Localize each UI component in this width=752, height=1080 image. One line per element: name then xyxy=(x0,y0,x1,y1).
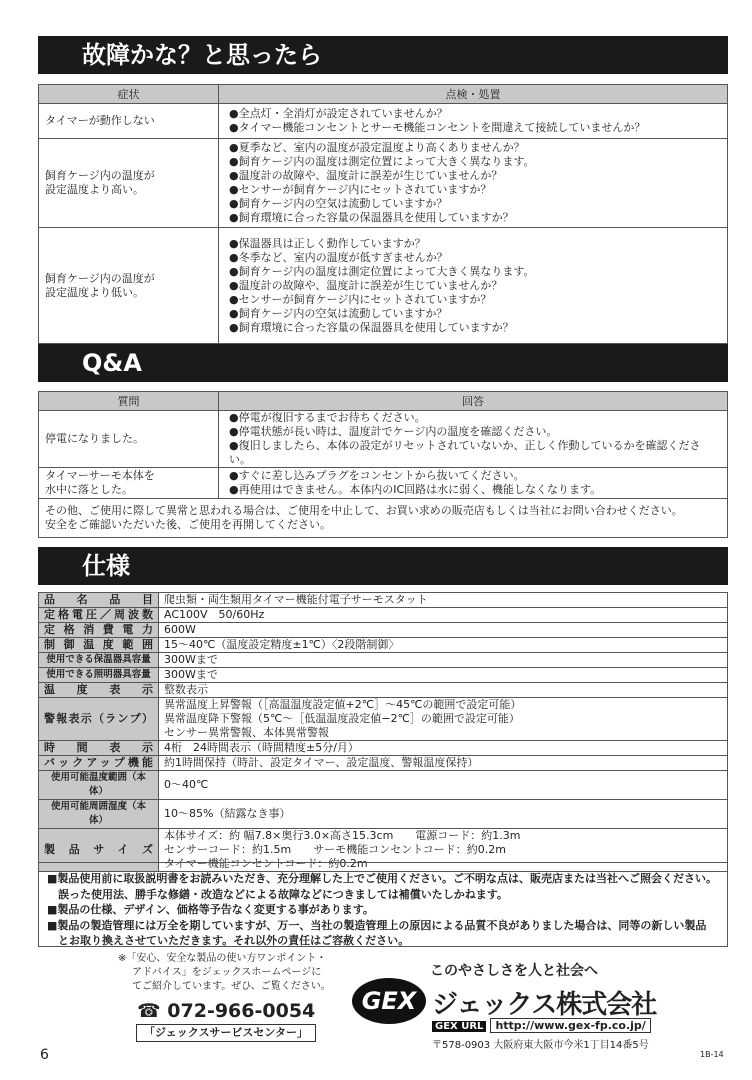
cell-line: 600W xyxy=(164,623,196,636)
home-page-note xyxy=(118,952,331,994)
website-link[interactable]: http://www.gex-fp.co.jp/ xyxy=(490,1018,650,1033)
footer-line: その他、ご使用に際して異常と思われる場合は、ご使用を中止して、お買い求めの販売店もしくは当社にお問い合わせください。 xyxy=(45,504,683,517)
qa-row xyxy=(39,468,728,499)
spec-row xyxy=(39,683,728,698)
qa-footer-note xyxy=(39,499,728,538)
spec-table-wrap xyxy=(38,592,728,872)
spec-key: 制御温度範囲 xyxy=(39,638,159,653)
cell-line: 水中に落とした。 xyxy=(45,483,133,496)
cell-line: 300Wまで xyxy=(164,653,218,666)
cell-line: ●夏季など、室内の温度が設定温度より高くありませんか？ xyxy=(229,141,525,154)
qa-col-question: 質問 xyxy=(39,392,219,411)
note-line: アドバイス」をジェックスホームページに xyxy=(132,967,322,978)
cell-line: 本体サイズ：約 幅7.8×奥行3.0×高さ15.3cm 電源コード：約1.3m xyxy=(164,829,521,842)
spec-table xyxy=(38,592,728,872)
tagline: このやさしさを人と社会へ xyxy=(430,963,598,979)
cell-line: センサー異常警報、本体異常警報 xyxy=(164,726,329,739)
document-code: 1B-14 xyxy=(700,1050,724,1059)
spec-value xyxy=(159,668,728,683)
cell-line: 整数表示 xyxy=(164,683,208,696)
notice-line: ■製品の仕様、デザイン、価格等予告なく変更する事があります。 xyxy=(47,903,374,916)
cell-line: ●センサーが飼育ケージ内にセットされていますか？ xyxy=(229,292,492,306)
spec-key: 定格電圧／周波数 xyxy=(39,608,159,623)
cell-line: ●復旧しましたら、本体の設定がリセットされていないか、正しく作動しているかを確認ください。 xyxy=(229,439,701,466)
service-center-label: 「ジェックスサービスセンター」 xyxy=(136,1024,316,1042)
cell-line: ●センサーが飼育ケージ内にセットされていますか？ xyxy=(229,183,492,196)
spec-key: 使用可能温度範囲（本体） xyxy=(39,771,159,800)
question-cell xyxy=(39,468,219,499)
cell-line: ●飼育ケージ内の温度は測定位置によって大きく異なります。 xyxy=(229,264,535,278)
cell-line: ●飼育環境に合った容量の保温器具を使用していますか？ xyxy=(229,211,514,224)
spec-section-title: 仕様 xyxy=(38,547,728,585)
symptom-cell xyxy=(39,104,219,139)
cell-line: ●停電状態が長い時は、温度計でケージ内の温度を確認ください。 xyxy=(229,425,558,438)
trouble-table xyxy=(38,84,728,344)
cell-line: 停電になりました。 xyxy=(45,432,144,445)
notice-line: とお取り換えさせていただきます。それ以外の責任はご容赦ください。 xyxy=(47,934,410,947)
spec-value xyxy=(159,608,728,623)
symptom-cell xyxy=(39,139,219,228)
cell-line: センサーコード：約1.5m サーモ機能コンセントコード：約0.2m xyxy=(164,843,506,856)
cell-line: ●飼育環境に合った容量の保温器具を使用していますか？ xyxy=(229,320,514,334)
qa-table-wrap xyxy=(38,391,728,538)
spec-row xyxy=(39,593,728,608)
cell-line: 0〜40℃ xyxy=(164,778,209,791)
spec-row xyxy=(39,653,728,668)
question-cell xyxy=(39,411,219,468)
cell-line: ●全点灯・全消灯が設定されていませんか？ xyxy=(229,107,448,120)
cell-line: ●温度計の故障や、温度計に誤差が生じていませんか？ xyxy=(229,278,503,292)
trouble-section-title: 故障かな？と思ったら xyxy=(38,36,728,74)
spec-row xyxy=(39,698,728,741)
qa-table xyxy=(38,391,728,538)
spec-row xyxy=(39,756,728,771)
spec-row xyxy=(39,623,728,638)
qa-row xyxy=(39,411,728,468)
trouble-col-check: 点検・処置 xyxy=(219,85,728,104)
notice-line: 誤った使用法、勝手な修繕・改造などによる故障などにつきましては補償いたしかねます。 xyxy=(47,887,508,901)
page-number: 6 xyxy=(40,1047,49,1063)
trouble-table-wrap xyxy=(38,84,728,344)
spec-key: 使用可能周囲湿度（本体） xyxy=(39,800,159,829)
spec-key: 時間表示 xyxy=(39,741,159,756)
cell-line: ●停電が復旧するまでお待ちください。 xyxy=(229,411,426,424)
spec-value xyxy=(159,683,728,698)
cell-line: ●すぐに差し込みプラグをコンセントから抜いてください。 xyxy=(229,469,525,482)
trouble-row xyxy=(39,104,728,139)
spec-value xyxy=(159,756,728,771)
notice-line: ■製品の製造管理には万全を期していますが、万一、当社の製造管理上の原因による品質不良がありました場合は、同等の新しい製品 xyxy=(47,918,707,932)
cell-line: 10〜85%（結露なき事） xyxy=(164,807,291,820)
cell-line: 4桁 24時間表示（時間精度±5分/月） xyxy=(164,741,359,754)
cell-line: ●保温器具は正しく動作していますか？ xyxy=(229,236,426,250)
spec-value xyxy=(159,741,728,756)
answer-cell xyxy=(219,411,728,468)
spec-value xyxy=(159,698,728,741)
spec-key: バックアップ機能 xyxy=(39,756,159,771)
qa-col-answer: 回答 xyxy=(219,392,728,411)
spec-value xyxy=(159,638,728,653)
cell-line: タイマー機能コンセントコード：約0.2m xyxy=(164,857,368,870)
cell-line: 300Wまで xyxy=(164,668,218,681)
cell-line: ●冬季など、室内の温度が低すぎませんか？ xyxy=(229,250,448,264)
address: 〒578-0903 大阪府東大阪市今米1丁目14番5号 xyxy=(432,1040,649,1051)
cell-line: 異常温度降下警報（5℃〜［低温温度設定値−2℃］の範囲で設定可能） xyxy=(164,712,520,725)
cell-line: ●飼育ケージ内の空気は流動していますか？ xyxy=(229,197,448,210)
cell-line: ●飼育ケージ内の空気は流動していますか？ xyxy=(229,306,448,320)
phone-number[interactable]: ☎ 072-966-0054 xyxy=(137,1000,316,1022)
spec-value xyxy=(159,593,728,608)
check-cell xyxy=(219,228,728,344)
answer-cell xyxy=(219,468,728,499)
url-line xyxy=(432,1018,651,1033)
cell-line: 飼育ケージ内の温度が xyxy=(45,169,155,182)
spec-key: 使用できる保温器具容量 xyxy=(39,653,159,668)
trouble-row xyxy=(39,139,728,228)
cell-line: 異常温度上昇警報（［高温温度設定値+2℃］〜45℃の範囲で設定可能） xyxy=(164,698,522,711)
footer-line: 安全をご確認いただいた後、ご使用を再開してください。 xyxy=(45,518,331,531)
cell-line: ●タイマー機能コンセントとサーモ機能コンセントを間違えて接続していませんか？ xyxy=(229,121,646,134)
note-line: てご紹介しています。ぜひ、ご覧ください。 xyxy=(132,981,331,992)
notice-line: ■製品使用前に取扱説明書をお読みいただき、充分理解した上でご使用ください。ご不明な点は、販売店または当社へご照会ください。 xyxy=(47,872,717,885)
spec-key: 温度表示 xyxy=(39,683,159,698)
note-line: ※「安心、安全な製品の使い方ワンポイント・ xyxy=(118,953,327,964)
qa-section-title: Q&A xyxy=(38,344,728,382)
spec-key: 製品サイズ xyxy=(39,829,159,872)
cell-line: ●再使用はできません。本体内のIC回路は水に弱く、機能しなくなります。 xyxy=(229,483,602,496)
check-cell xyxy=(219,104,728,139)
spec-value xyxy=(159,771,728,800)
symptom-cell xyxy=(39,228,219,344)
spec-row xyxy=(39,608,728,623)
spec-row xyxy=(39,771,728,800)
url-tag: GEX URL xyxy=(432,1021,486,1032)
cell-line: 設定温度より低い。 xyxy=(45,285,144,299)
cell-line: 爬虫類・両生類用タイマー機能付電子サーモスタット xyxy=(164,593,428,606)
spec-key: 定格消費電力 xyxy=(39,623,159,638)
cell-line: ●飼育ケージ内の温度は測定位置によって大きく異なります。 xyxy=(229,155,535,168)
cell-line: 15〜40℃（温度設定精度±1℃）〈2段階制御〉 xyxy=(164,638,400,651)
company-name: ジェックス株式会社 xyxy=(432,990,657,1020)
notice-box xyxy=(38,862,728,947)
check-cell xyxy=(219,139,728,228)
cell-line: 飼育ケージ内の温度が xyxy=(45,271,155,285)
trouble-col-symptom: 症状 xyxy=(39,85,219,104)
cell-line: 設定温度より高い。 xyxy=(45,183,144,196)
spec-row xyxy=(39,668,728,683)
cell-line: タイマーサーモ本体を xyxy=(45,469,155,482)
spec-row xyxy=(39,638,728,653)
gex-logo: GEX xyxy=(352,978,426,1024)
spec-value xyxy=(159,800,728,829)
spec-key: 品名品目 xyxy=(39,593,159,608)
trouble-row xyxy=(39,228,728,344)
spec-key: 警報表示（ランプ） xyxy=(39,698,159,741)
cell-line: 約1時間保持（時計、設定タイマー、設定温度、警報温度保持） xyxy=(164,756,479,769)
spec-value xyxy=(159,653,728,668)
cell-line: ●温度計の故障や、温度計に誤差が生じていませんか？ xyxy=(229,169,503,182)
spec-row xyxy=(39,741,728,756)
spec-value xyxy=(159,623,728,638)
cell-line: AC100V 50/60Hz xyxy=(164,608,265,621)
spec-key: 使用できる照明器具容量 xyxy=(39,668,159,683)
spec-row xyxy=(39,800,728,829)
cell-line: タイマーが動作しない xyxy=(45,114,155,127)
